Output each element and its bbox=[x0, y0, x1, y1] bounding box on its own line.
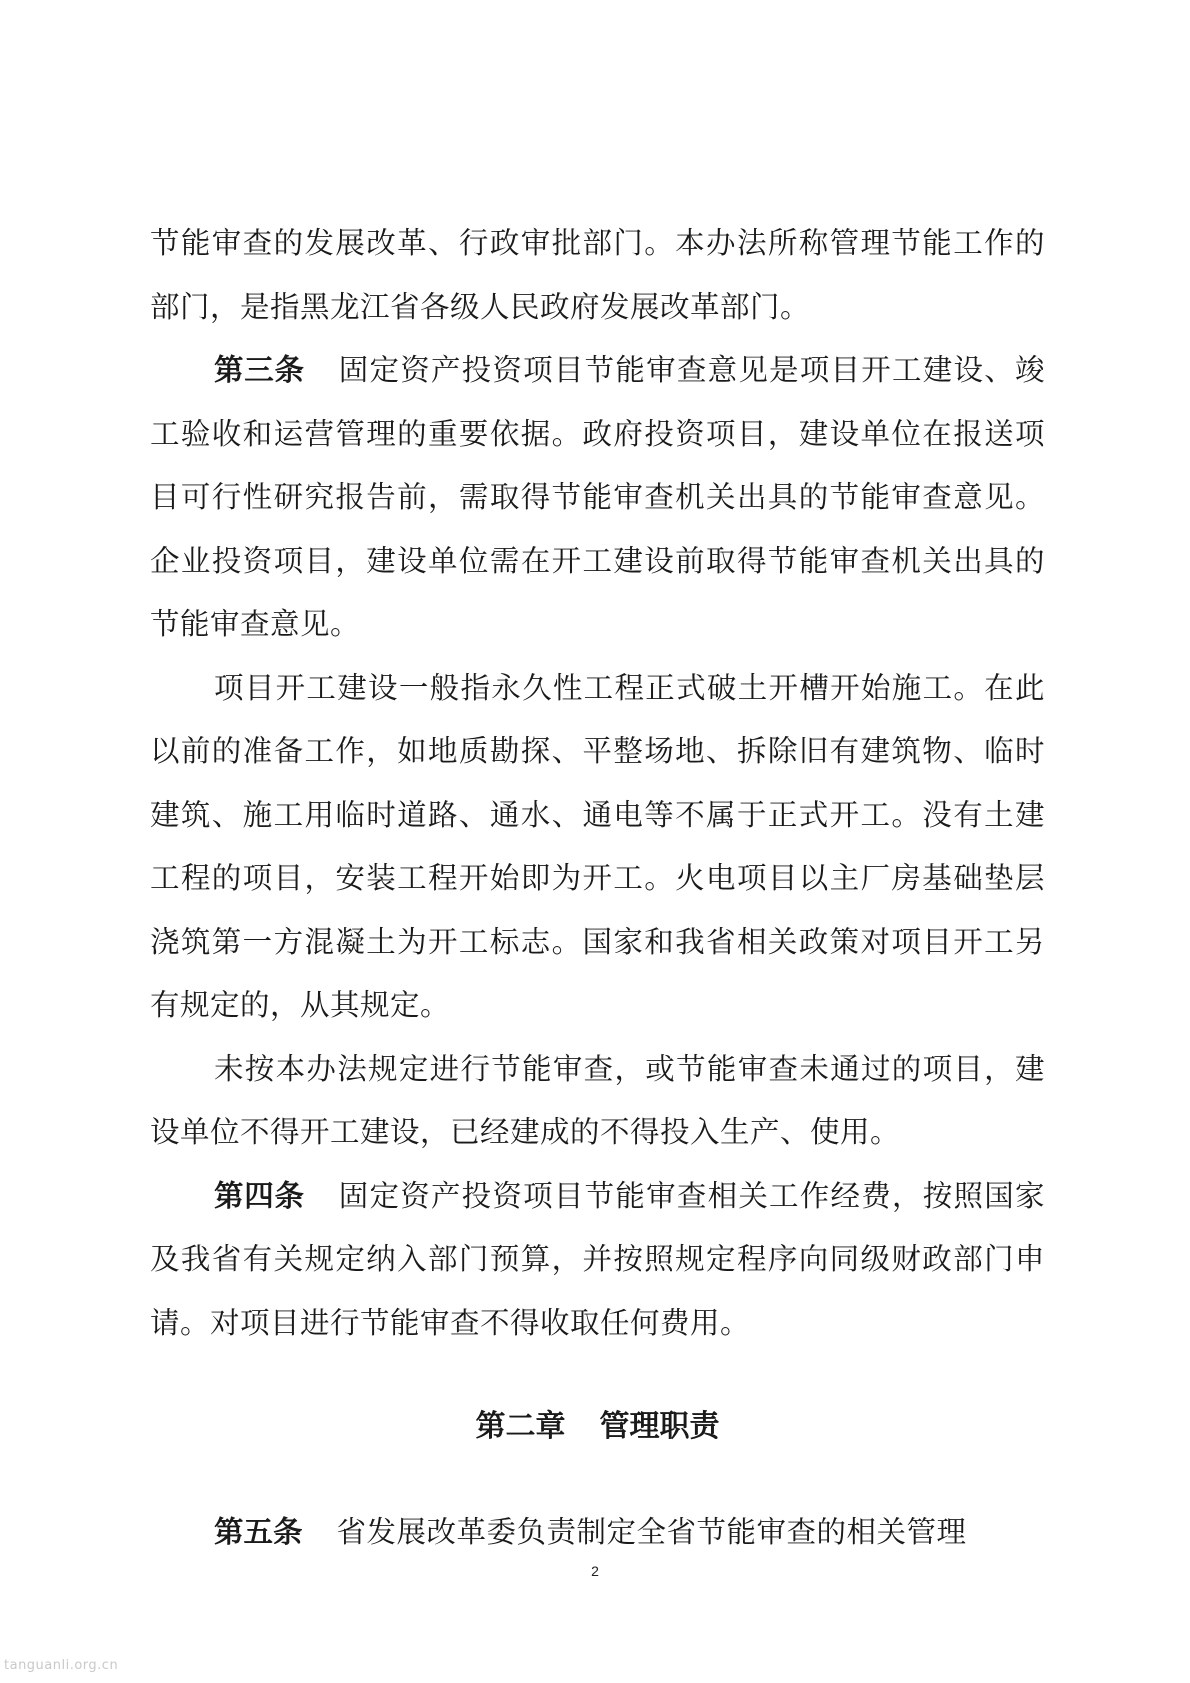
article-number: 第四条 bbox=[214, 1178, 305, 1213]
article-5 bbox=[150, 1501, 1045, 1565]
chapter-number: 第二章 bbox=[475, 1409, 566, 1444]
paragraph-text: 固定资产投资项目节能审查相关工作经费，按照国家及我省有关规定纳入部门预算，并按照规定程序向同级财政部门申请。对项目进行节能审查不得收取任何费用。 bbox=[150, 1178, 1045, 1340]
paragraph-text: 固定资产投资项目节能审查意见是项目开工建设、竣工验收和运营管理的重要依据。政府投资项目，建设单位在报送项目可行性研究报告前，需取得节能审查机关出具的节能审查意见。企业投资项目，建设单位需在开工建设前取得节能审查机关出具的节能审查意见。 bbox=[150, 353, 1045, 641]
article-3 bbox=[150, 339, 1045, 657]
chapter-title: 管理职责 bbox=[599, 1409, 720, 1444]
paragraph-text: 未按本办法规定进行节能审查，或节能审查未通过的项目，建设单位不得开工建设，已经建成的不得投入生产、使用。 bbox=[150, 1051, 1045, 1149]
paragraph-continuation bbox=[150, 212, 1045, 339]
paragraph-text: 节能审查的发展改革、行政审批部门。本办法所称管理节能工作的部门，是指黑龙江省各级人民政府发展改革部门。 bbox=[150, 226, 1045, 324]
paragraph-text: 项目开工建设一般指永久性工程正式破土开槽开始施工。在此以前的准备工作，如地质勘探、平整场地、拆除旧有建筑物、临时建筑、施工用临时道路、通水、通电等不属于正式开工。没有土建工程的项目，安装工程开始即为开工。火电项目以主厂房基础垫层浇筑第一方混凝土为开工标志。国家和我省相关政策对项目开工另有规定的，从其规定。 bbox=[150, 670, 1045, 1022]
paragraph-construction-start bbox=[150, 657, 1045, 1038]
article-number: 第三条 bbox=[214, 353, 305, 387]
watermark-text: tanguanli.org.cn bbox=[4, 1658, 119, 1673]
paragraph-no-review bbox=[150, 1038, 1045, 1165]
paragraph-text: 省发展改革委负责制定全省节能审查的相关管理 bbox=[336, 1514, 967, 1549]
page-number: 2 bbox=[591, 1563, 599, 1579]
chapter-heading bbox=[150, 1395, 1045, 1459]
document-body bbox=[150, 212, 1045, 1564]
article-number: 第五条 bbox=[214, 1514, 303, 1549]
article-4 bbox=[150, 1165, 1045, 1356]
